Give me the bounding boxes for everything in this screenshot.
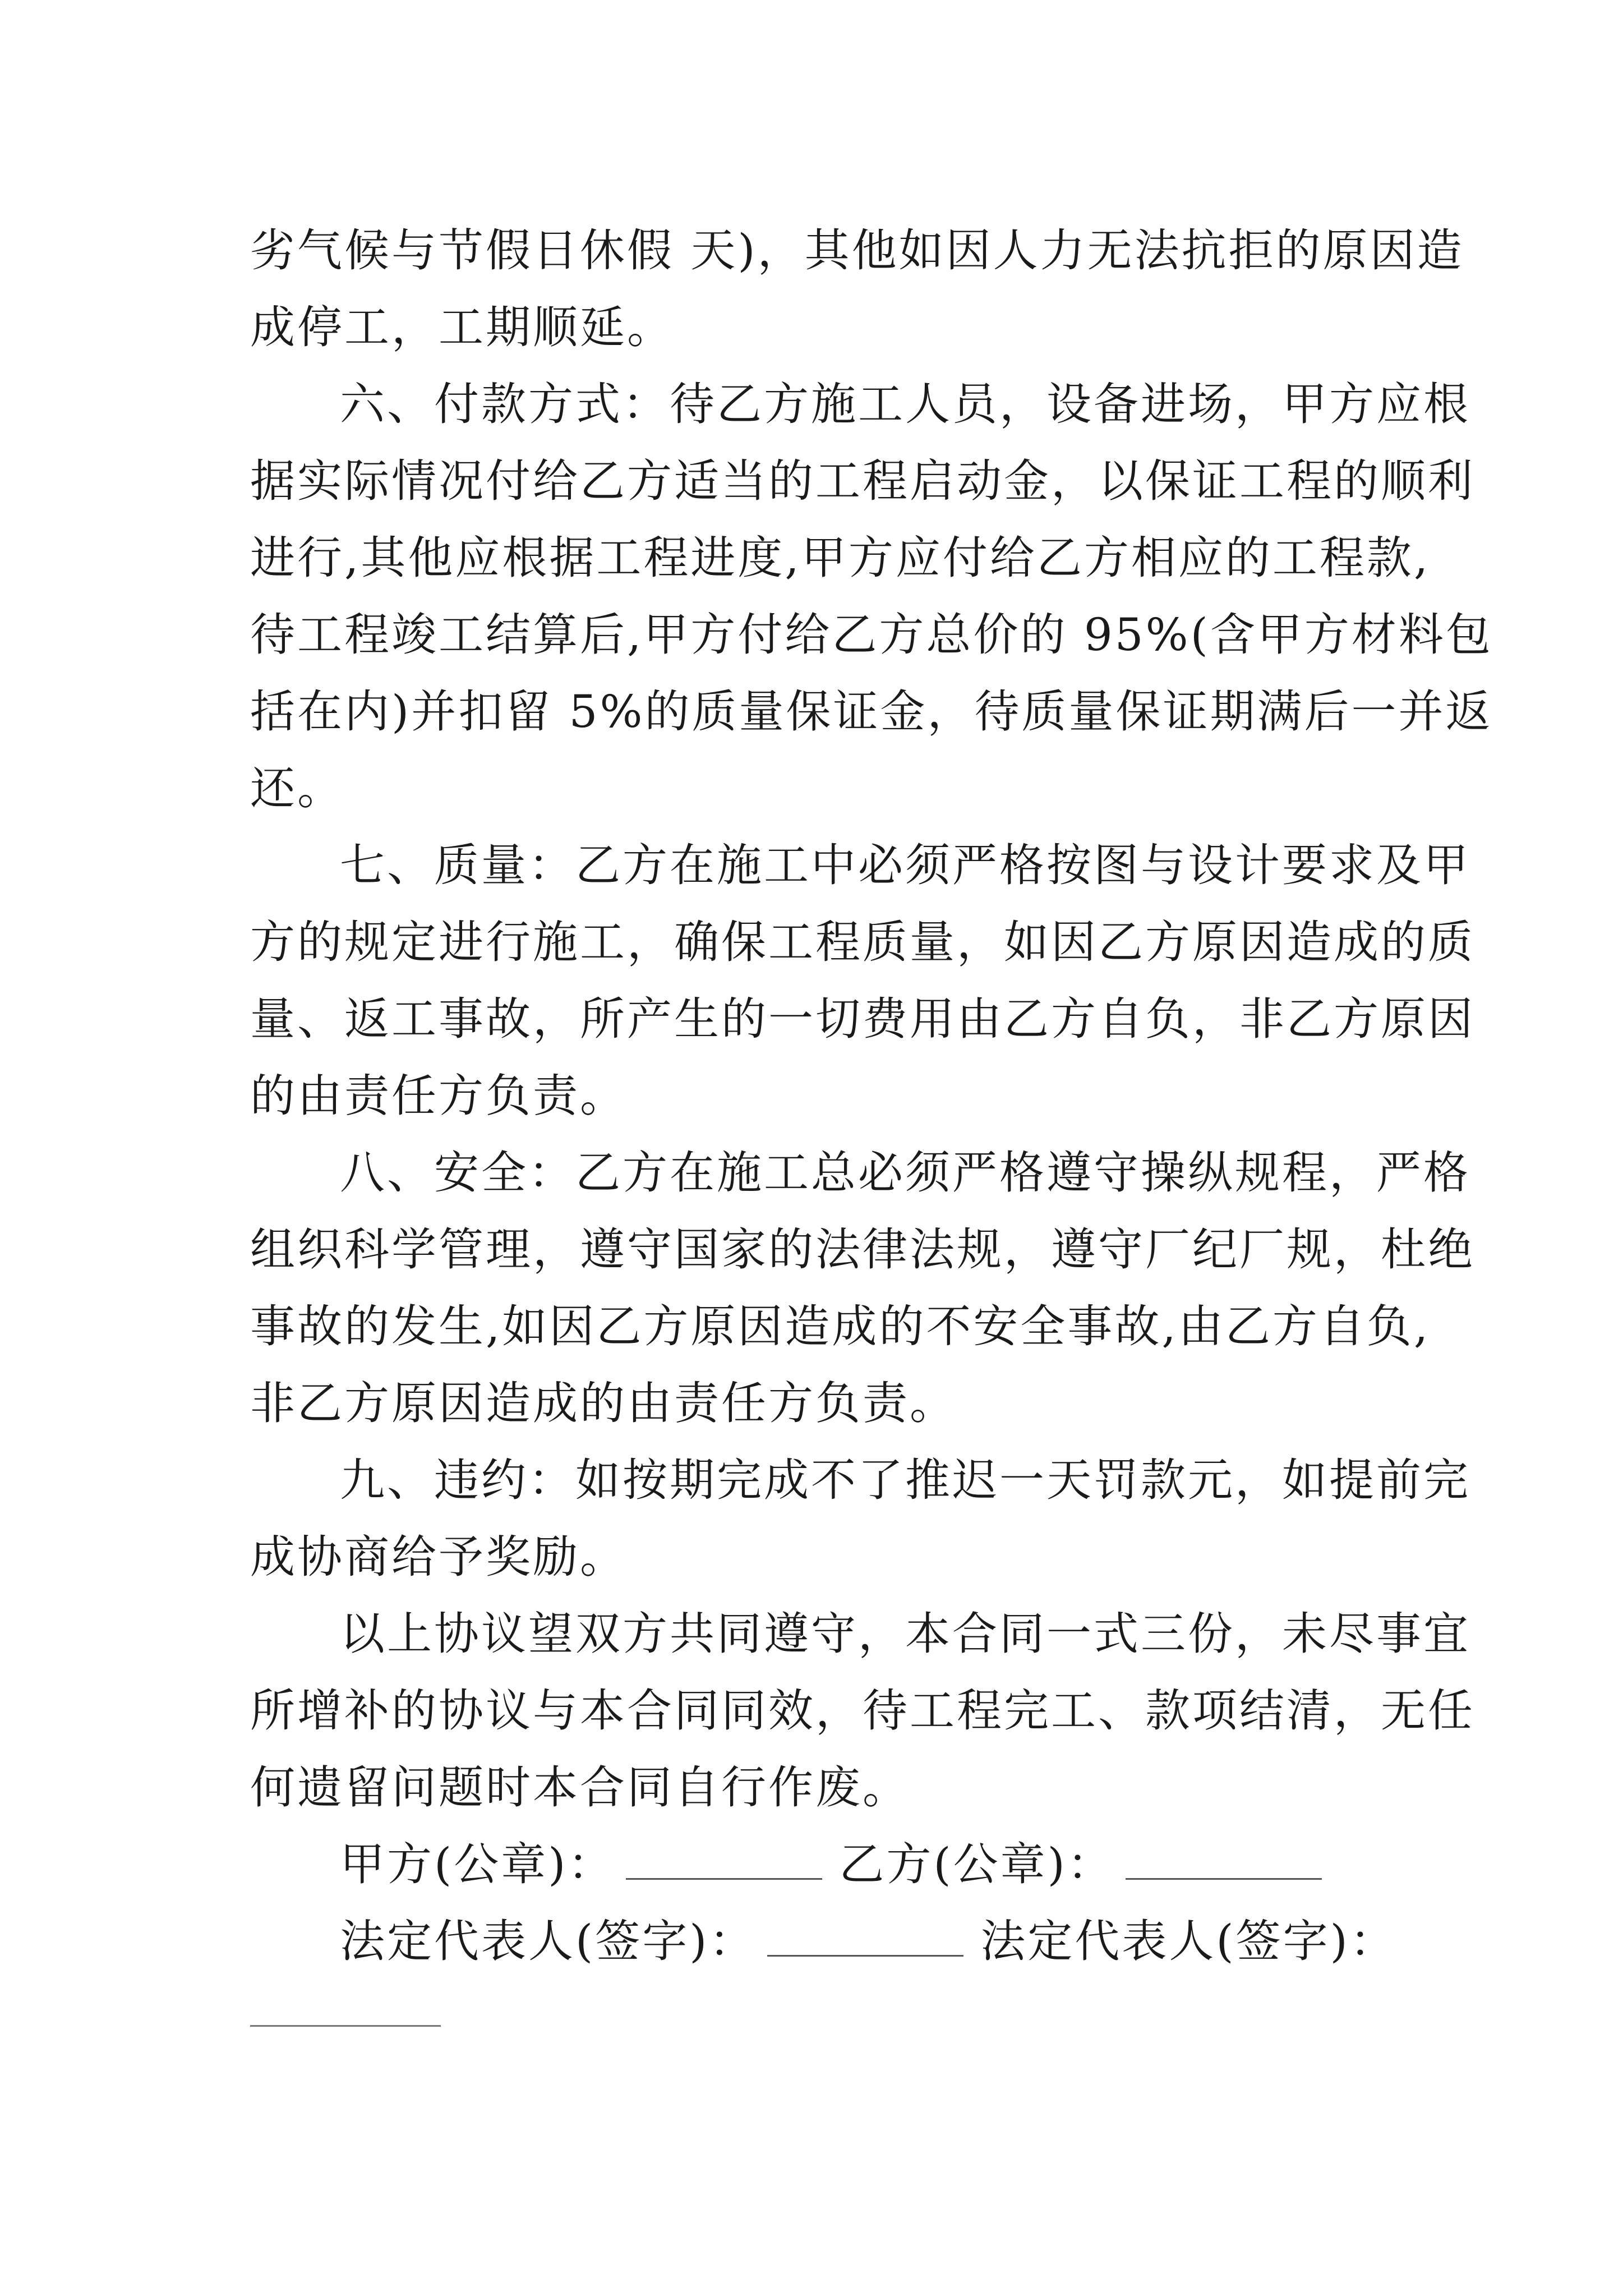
- text-line: 成停工，工期顺延。: [250, 301, 674, 353]
- representative-row: [250, 1903, 1397, 1980]
- text-line: 事故的发生,如因乙方原因造成的不安全事故,由乙方自负,: [250, 1300, 1431, 1352]
- text-line: 括在内)并扣留 5%的质量保证金，待质量保证期满后一并返: [250, 685, 1493, 738]
- text-line: 八、安全：乙方在施工总必须严格遵守操纵规程，严格: [340, 1147, 1470, 1199]
- text-line: 七、质量：乙方在施工中必须严格按图与设计要求及甲: [340, 839, 1470, 891]
- payment-clause: [250, 366, 1493, 827]
- party-b-seal-blank[interactable]: [1126, 1844, 1322, 1880]
- party-b-rep-blank[interactable]: [250, 2025, 441, 2027]
- text-line: 劣气候与节假日休假 天)，其他如因人力无法抗拒的原因造: [250, 224, 1464, 277]
- text-line: 据实际情况付给乙方适当的工程启动金，以保证工程的顺利: [250, 455, 1475, 507]
- text-line: 组织科学管理，遵守国家的法律法规，遵守厂纪厂规，杜绝: [250, 1223, 1475, 1276]
- text-line: 以上协议望双方共同遵守，本合同一式三份，未尽事宜: [340, 1608, 1470, 1660]
- text-line: 还。: [250, 762, 344, 815]
- text-line: 进行,其他应根据工程进度,甲方应付给乙方相应的工程款,: [250, 532, 1431, 584]
- text-line: 何遗留问题时本合同自行作废。: [250, 1761, 910, 1814]
- text-line: 方的规定进行施工，确保工程质量，如因乙方原因造成的质: [250, 916, 1475, 968]
- text-line: 的由责任方负责。: [250, 1070, 627, 1122]
- party-a-seal-blank[interactable]: [626, 1844, 822, 1880]
- text-line: 待工程竣工结算后,甲方付给乙方总价的 95%(含甲方材料包: [250, 609, 1493, 661]
- safety-clause: [250, 1134, 1475, 1442]
- text-line: 非乙方原因造成的由责任方负责。: [250, 1377, 957, 1429]
- text-line: 成协商给予奖励。: [250, 1531, 627, 1583]
- text-line: 量、返工事故，所产生的一切费用由乙方自负，非乙方原因: [250, 993, 1475, 1045]
- text-line: 所增补的协议与本合同同效，待工程完工、款项结清，无任: [250, 1685, 1475, 1737]
- clauses: [250, 212, 1493, 1826]
- party-b-seal-label: 乙方(公章)：: [839, 1838, 1114, 1890]
- breach-clause: [250, 1442, 1470, 1595]
- contract-body: [250, 212, 1493, 1980]
- text-line: 六、付款方式：待乙方施工人员，设备进场，甲方应根: [340, 378, 1470, 430]
- party-a-rep-blank[interactable]: [767, 1921, 963, 1957]
- quality-clause: [250, 827, 1475, 1134]
- closing-clause: [250, 1595, 1475, 1826]
- seal-row: [250, 1826, 1383, 1903]
- party-a-rep-label: 法定代表人(签字)：: [340, 1915, 757, 1967]
- text-line: 九、违约：如按期完成不了推迟一天罚款元，如提前完: [340, 1454, 1470, 1506]
- party-a-seal-label: 甲方(公章)：: [340, 1838, 615, 1890]
- party-b-rep-label: 法定代表人(签字)：: [980, 1915, 1397, 1967]
- weather-clause-end: [250, 212, 1464, 366]
